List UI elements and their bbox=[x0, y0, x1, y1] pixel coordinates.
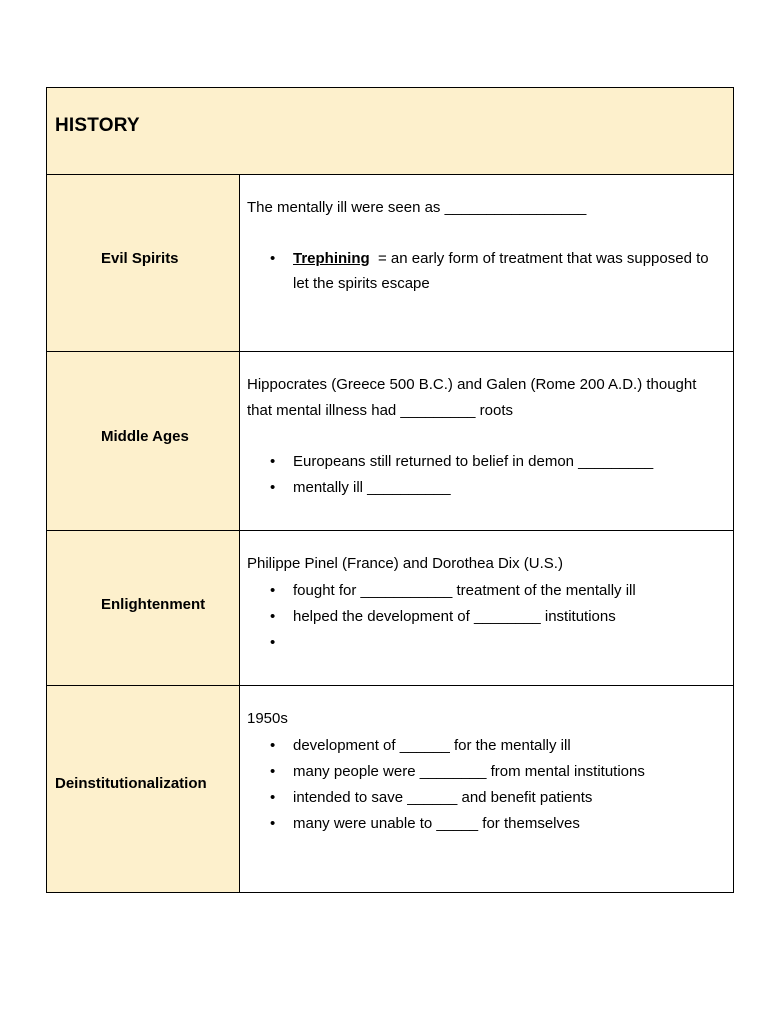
bullet-text-continuation: let the spirits escape bbox=[293, 275, 430, 292]
row-intro-text: Philippe Pinel (France) and Dorothea Dix (U.S.) bbox=[247, 555, 563, 572]
bullet-text: many people were ________ from mental institutions bbox=[293, 763, 645, 780]
bullet-text: many were unable to _____ for themselves bbox=[293, 815, 580, 832]
row-label: Middle Ages bbox=[101, 428, 189, 445]
term-trephining: Trephining bbox=[293, 250, 370, 267]
table-row-deinstitutionalization bbox=[47, 686, 733, 892]
bullet-marker: • bbox=[270, 582, 276, 599]
bullet-text: helped the development of ________ institutions bbox=[293, 608, 616, 625]
row-content-cell bbox=[240, 686, 733, 892]
table-title: HISTORY bbox=[55, 115, 140, 136]
table-header bbox=[47, 88, 733, 175]
table-row-enlightenment bbox=[47, 531, 733, 686]
row-label: Enlightenment bbox=[101, 596, 206, 613]
row-label: Evil Spirits bbox=[101, 250, 179, 267]
row-content-cell bbox=[240, 175, 733, 351]
row-content-cell bbox=[240, 531, 733, 685]
row-content-cell bbox=[240, 352, 733, 530]
row-intro-text-continuation: that mental illness had _________ roots bbox=[247, 402, 514, 419]
row-intro-text: The mentally ill were seen as _________________ bbox=[247, 199, 587, 216]
row-label-cell bbox=[47, 531, 240, 685]
bullet-text: development of ______ for the mentally ill bbox=[293, 737, 571, 754]
row-intro-text: 1950s bbox=[247, 710, 288, 727]
bullet-marker: • bbox=[270, 634, 276, 651]
bullet-marker: • bbox=[270, 250, 276, 267]
table-row-evil-spirits bbox=[47, 175, 733, 352]
bullet-marker: • bbox=[270, 453, 276, 470]
row-label: Deinstitutionalization bbox=[55, 775, 207, 792]
bullet-marker: • bbox=[270, 608, 276, 625]
row-label-cell bbox=[47, 175, 240, 351]
bullet-text: mentally ill __________ bbox=[293, 479, 451, 496]
row-label-cell bbox=[47, 686, 240, 892]
bullet-marker: • bbox=[270, 737, 276, 754]
bullet-text: fought for ___________ treatment of the mentally ill bbox=[293, 582, 636, 599]
bullet-marker: • bbox=[270, 789, 276, 806]
bullet-marker: • bbox=[270, 815, 276, 832]
bullet-text bbox=[293, 250, 709, 268]
bullet-marker: • bbox=[270, 479, 276, 496]
bullet-text: intended to save ______ and benefit patients bbox=[293, 789, 593, 806]
bullet-text: Europeans still returned to belief in demon _________ bbox=[293, 453, 654, 470]
history-table bbox=[46, 87, 734, 893]
row-intro-text: Hippocrates (Greece 500 B.C.) and Galen (Rome 200 A.D.) thought bbox=[247, 376, 697, 393]
term-definition: = an early form of treatment that was supposed to bbox=[369, 250, 709, 267]
row-label-cell bbox=[47, 352, 240, 530]
table-row-middle-ages bbox=[47, 352, 733, 531]
bullet-marker: • bbox=[270, 763, 276, 780]
